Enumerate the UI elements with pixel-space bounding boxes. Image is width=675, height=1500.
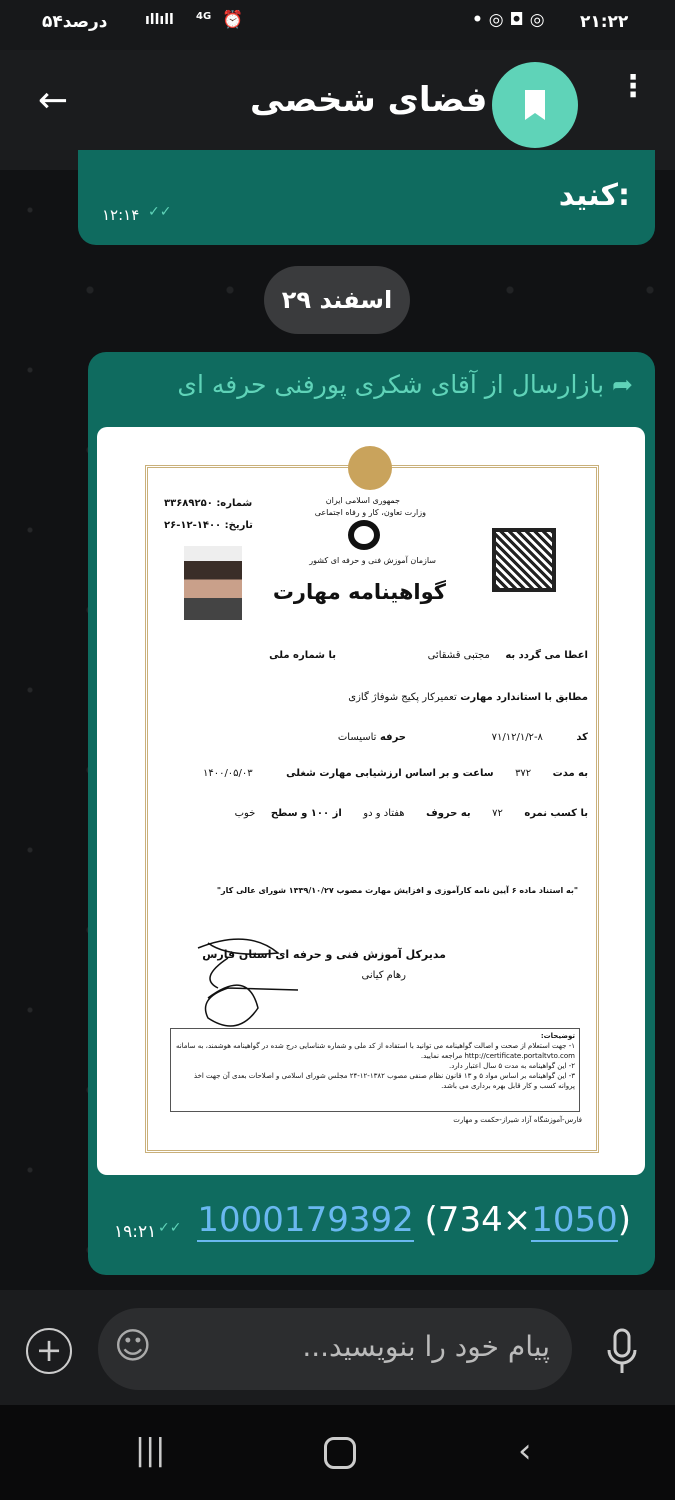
- qr-code: [492, 528, 556, 592]
- forward-label: بازارسال از آقای شکری پورفنی حرفه ای: [177, 370, 605, 399]
- emblem-icon: [348, 446, 392, 490]
- clock: ۲۱:۲۲: [580, 12, 629, 32]
- message-time: ۱۲:۱۴: [102, 206, 140, 224]
- legal-clause: "به استناد ماده ۶ آیین نامه کارآموزی و افزایش مهارت مصوب ۱۳۳۹/۱۰/۲۷ شورای عالی کار": [216, 886, 578, 895]
- signer-title: مدیرکل آموزش فنی و حرفه ای استان فارس: [202, 948, 446, 961]
- message-bubble[interactable]: [78, 150, 655, 245]
- network-type: 4G: [196, 11, 212, 22]
- signer-name: رهام کیانی: [361, 970, 406, 981]
- forward-header: [177, 370, 633, 399]
- bookmark-icon: [492, 62, 578, 148]
- chat-title: فضای شخصی: [250, 80, 488, 120]
- home-button[interactable]: [324, 1437, 356, 1469]
- read-check-icon: ✓✓: [158, 1220, 182, 1236]
- file-caption: 1000179392 (734×1050): [197, 1200, 631, 1240]
- notification-icons: • ◎ ◘ ◎: [472, 10, 545, 30]
- chat-area: [0, 170, 675, 1290]
- tvto-logo: [348, 520, 380, 550]
- back-arrow-icon[interactable]: ←: [38, 80, 69, 121]
- status-bar: [0, 0, 675, 50]
- battery-text: ۵۴درصد: [42, 12, 108, 32]
- cert-date: ۱۴۰۰-۱۲-۲۶: [164, 520, 222, 531]
- certificate-image[interactable]: [97, 427, 645, 1175]
- microphone-icon[interactable]: [604, 1328, 640, 1376]
- message-text: کنید:: [558, 178, 630, 213]
- cert-title: گواهینامه مهارت: [272, 580, 446, 604]
- date-chip: ۲۹ اسفند: [264, 266, 410, 334]
- read-check-icon: ✓✓: [148, 204, 172, 220]
- emoji-icon[interactable]: ☺: [114, 1326, 152, 1367]
- cert-number: ۳۳۶۸۹۲۵۰: [164, 498, 213, 509]
- holder-photo: [184, 546, 242, 620]
- recent-apps-button[interactable]: |||: [135, 1433, 166, 1468]
- notes-box: توضیحات: ۱- جهت استعلام از صحت و اصالت گواهینامه می توانید با استفاده از کد ملی و شماره شناسایی درج شده در گواهینامه هوشمند، به سامانه http://certificate.portaltvto.com مراجعه نمایید. ۲- این گواهینامه به مدت ۵ سال اعتبار دارد. ۳- این گواهینامه بر اساس مواد ۵ و ۱۳ قانون نظام صنفی مصوب ۱۳۸۲-۱۲-۲۴ مجلس شورای اسلامی و اصلاحات بعدی آن جهت اخذ پروانه کسب و کار قابل بهره برداری می باشد.: [170, 1028, 580, 1112]
- add-attachment-icon[interactable]: +: [26, 1328, 72, 1374]
- org-name: سازمان آموزش فنی و حرفه ای کشور: [309, 556, 436, 565]
- gov-name: جمهوری اسلامی ایران: [325, 496, 400, 505]
- input-bar: [0, 1290, 675, 1405]
- message-input[interactable]: [98, 1308, 572, 1390]
- back-button[interactable]: ‹: [518, 1431, 532, 1471]
- more-menu-icon[interactable]: ⋮: [618, 69, 648, 104]
- forward-icon: ➦: [604, 370, 633, 399]
- ministry-name: وزارت تعاون، کار و رفاه اجتماعی: [314, 508, 426, 517]
- alarm-icon: ⏰: [222, 10, 244, 30]
- signal-icon: ıllıll: [145, 12, 174, 28]
- certificate-frame: جمهوری اسلامی ایران وزارت تعاون، کار و رفاه اجتماعی سازمان آموزش فنی و حرفه ای کشور شماره: ۳۳۶۸۹۲۵۰ تاریخ: ۱۴۰۰-۱۲-۲۶ گواهینامه مهارت اعطا می گردد به مجتبی قشقائی با شماره ملی مطابق با استاندارد مهارت تعمیرکار پکیج شوفاژ گازی کد ۸-۷۱/۱۲/۱/۲ حرفه تاسیسات به مدت ۳۷۲ ساعت و بر اساس ارزشیابی مهارت شغلی ۱۴۰۰/۰۵/۰۳ با کسب نمره ۷۲ به حروف هفتاد و دو از ۱۰۰ و سطح خوب "به استناد ماده ۶ آیین نامه کارآموزی و افزایش مهارت مصوب ۱۳۳۹/۱۰/۲۷ شورای عالی کار" مدیرکل آموزش فنی و حرفه ای استان فارس رهام کیانی توضیحات: ۱- جهت استعلام از صحت و اصالت گواهینامه می توانید با استفاده از کد ملی و شماره شناسایی درج شده در گواهینامه هوشمند، به سامانه http://certificate.portaltvto.com مراجعه نمایید. ۲- این گواهینامه به مدت ۵ سال اعتبار دارد. ۳- این گواهینامه بر اساس مواد ۵ و ۱۳ قانون نظام صنفی مصوب ۱۳۸۲-۱۲-۲۴ مجلس شورای اسلامی و اصلاحات بعدی آن جهت اخذ پروانه کسب و کار قابل بهره برداری می باشد. فارس-آموزشگاه آزاد شیراز-حکمت و مهارت: [145, 465, 599, 1153]
- avatar[interactable]: [492, 62, 578, 148]
- dims-link[interactable]: 1050: [531, 1200, 618, 1240]
- file-name-link[interactable]: 1000179392: [197, 1200, 414, 1240]
- signature: [188, 928, 308, 1038]
- cert-footer: فارس-آموزشگاه آزاد شیراز-حکمت و مهارت: [453, 1116, 582, 1124]
- system-nav-bar: [0, 1405, 675, 1500]
- message-time: ۱۹:۲۱: [114, 1222, 157, 1242]
- input-placeholder: پیام خود را بنویسید...: [302, 1330, 550, 1363]
- forwarded-message-bubble[interactable]: [88, 352, 655, 1275]
